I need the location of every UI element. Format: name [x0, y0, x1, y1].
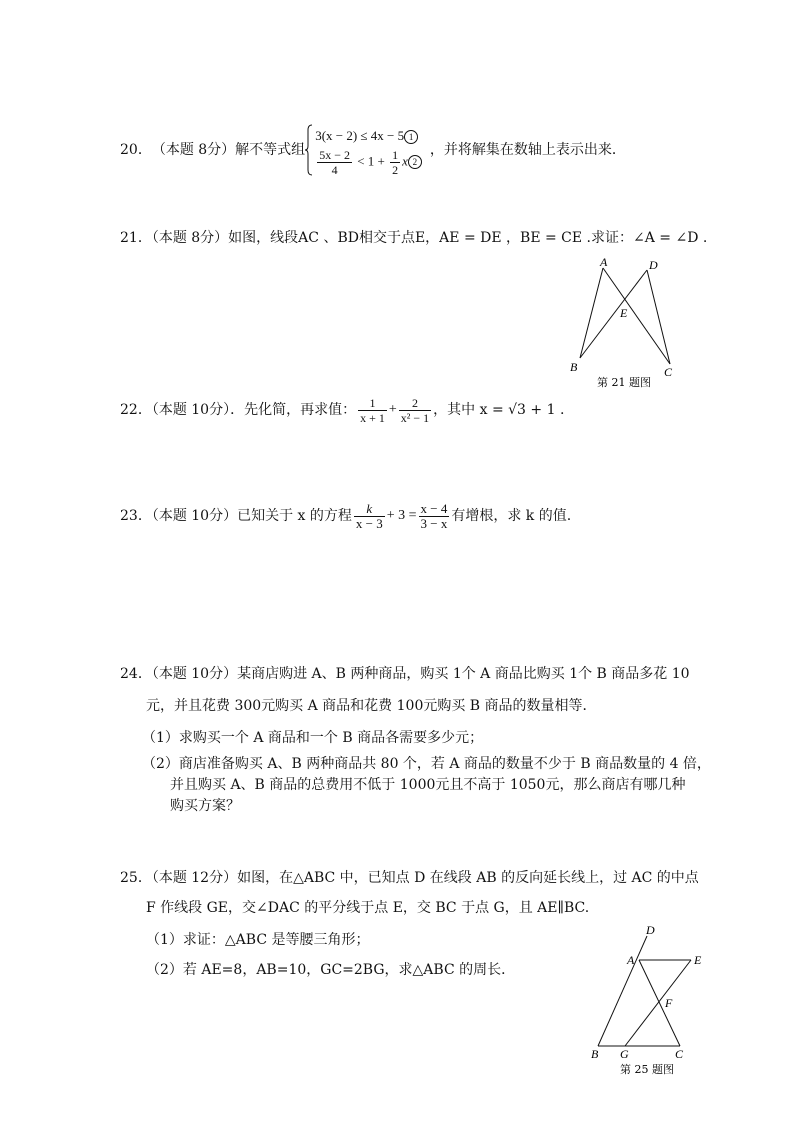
- question-20: [120, 120, 626, 180]
- fraction: $\frac{1}{2}$: [392, 147, 399, 177]
- q21-text: 21．（本题 8分）如图，线段AC 、BD相交于点E，AE = DE ，BE = CE .求证：∠A = ∠D .: [120, 230, 708, 246]
- label-g: G: [620, 1047, 629, 1061]
- inequality-1: 3(x − 2) ≤ 4x − 5 1: [315, 124, 422, 148]
- segment-eg: [625, 960, 691, 1046]
- fraction: $\frac{2}{\text{x² − 1}}$: [400, 395, 430, 425]
- q23-head: 23．（本题 10分）已知关于 x 的方程: [120, 508, 352, 524]
- q24-part-1: （1）求购买一个 A 商品和一个 B 商品各需要多少元；: [142, 730, 484, 746]
- q24-part-2a: （2）商店准备购买 A、B 两种商品共 80 个，若 A 商品的数量不少于 B 商品数量的 4 倍，: [142, 756, 711, 772]
- label-b: B: [591, 1047, 599, 1061]
- q24-line-1: 24．（本题 10分）某商店购进 A、B 两种商品，购买 1个 A 商品比购买 1个 B 商品多花 10: [120, 666, 690, 682]
- segment-ac: [639, 960, 680, 1046]
- q22-tail: ，其中 x = √3 + 1 .: [433, 402, 565, 418]
- inequality-2: $\frac{5x - 2}{4}$ < 1 + $\frac{1}{2}$ x 2: [315, 148, 422, 177]
- segment-dc: [647, 270, 670, 364]
- q20-tail: ，并将解集在数轴上表示出来．: [429, 142, 626, 158]
- q23-tail: 有增根，求 k 的值.: [451, 508, 572, 524]
- q25-line-2: F 作线段 GE，交∠DAC 的平分线于点 E，交 BC 于点 G，且 AE∥BC.: [146, 900, 590, 916]
- q25-line-1: 25．（本题 12分）如图，在△ABC 中，已知点 D 在线段 AB 的反向延长线上，过 AC 的中点: [120, 870, 699, 886]
- label-c: C: [664, 365, 673, 379]
- circled-number-2: 2: [408, 155, 422, 169]
- segment-ac: [603, 268, 670, 364]
- circled-number-1: 1: [404, 130, 418, 144]
- segment-db: [598, 936, 647, 1046]
- question-23: 23．（本题 10分）已知关于 x 的方程 $\frac{k}{x - 3}$ + 3 = $\frac{x - 4}{3 - x}$ 有增根，求 k 的值.: [120, 500, 572, 531]
- label-b: B: [570, 360, 578, 374]
- label-d: D: [649, 258, 658, 272]
- figure-21-caption: 第 21 题图: [597, 376, 651, 389]
- inequality-system: [305, 124, 422, 177]
- figure-21: [560, 255, 690, 395]
- q24-line-2: 元，并且花费 300元购买 A 商品和花费 100元购买 B 商品的数量相等．: [146, 698, 597, 714]
- question-21: [120, 228, 707, 248]
- left-brace: [305, 124, 313, 176]
- figure-25-caption: 第 25 题图: [620, 1063, 674, 1076]
- q25-part-2: （2）若 AE=8，AB=10，GC=2BG，求△ABC 的周长．: [146, 962, 516, 978]
- q20-number: 20．: [120, 142, 152, 158]
- label-e: E: [620, 306, 628, 320]
- label-c: C: [675, 1047, 684, 1061]
- fraction: $\frac{1}{x + 1}$: [360, 395, 385, 425]
- label-a: A: [600, 255, 608, 269]
- label-a: A: [627, 953, 635, 967]
- label-e: E: [694, 953, 702, 967]
- q24-part-2b: 并且购买 A、B 商品的总费用不低于 1000元且不高于 1050元，那么商店有哪几种: [170, 777, 686, 793]
- fraction: $\frac{x - 4}{3 - x}$: [420, 500, 448, 531]
- fraction: $\frac{k}{x - 3}$: [355, 500, 383, 531]
- question-22: 22．（本题 10分）．先化简，再求值： $\frac{1}{x + 1}$ + $\frac{2}{\text{x² − 1}}$ ，其中 x = √3 + 1 .: [120, 395, 565, 425]
- q25-part-1: （1）求证：△ABC 是等腰三角形；: [146, 932, 370, 948]
- q24-part-2c: 购买方案？: [170, 798, 240, 814]
- label-f: F: [665, 996, 673, 1010]
- q20-head: （本题 8分）解不等式组: [151, 142, 306, 158]
- segment-ab: [580, 268, 603, 358]
- fraction: $\frac{5x - 2}{4}$: [319, 147, 350, 177]
- label-d: D: [646, 923, 655, 937]
- figure-25: [585, 922, 715, 1080]
- q22-head: 22．（本题 10分）．先化简，再求值：: [120, 402, 357, 418]
